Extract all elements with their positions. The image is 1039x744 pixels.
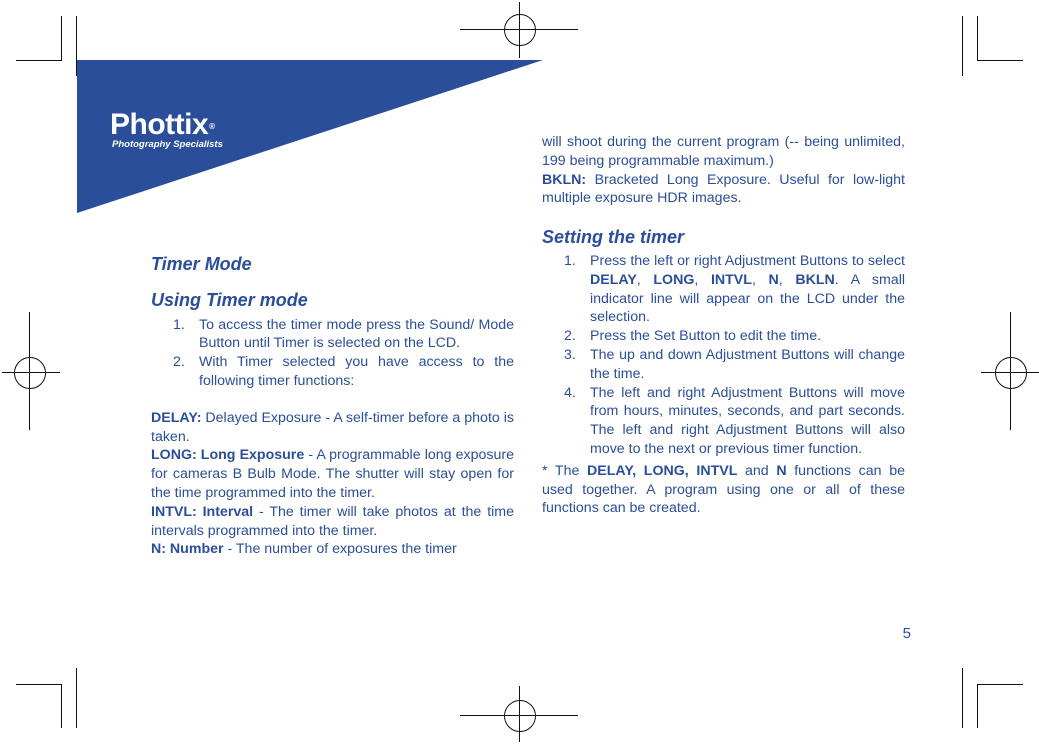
section-title: Timer Mode <box>151 254 252 274</box>
right-column <box>542 133 905 518</box>
registered-mark: ® <box>209 122 215 131</box>
page-number: 5 <box>902 625 911 642</box>
header-banner <box>0 0 560 220</box>
definition: LONG: Long Exposure - A programmable long exposure for cameras B Bulb Mode. The shutter will stay open for the time programmed into the timer. <box>151 447 514 501</box>
section-subtitle: Using Timer mode <box>151 289 308 310</box>
logo-text: Phottix <box>110 108 209 141</box>
definition: INTVL: Interval - The timer will take photos at the time intervals programmed into the timer. <box>151 503 515 539</box>
definition: BKLN: Bracketed Long Exposure. Useful for low-light multiple exposure HDR images. <box>542 171 905 207</box>
list-item: 4. The left and right Adjustment Buttons will move from hours, minutes, seconds, and part seconds. The left and right Adjustment Buttons will also move to the next or previous timer function. <box>564 384 905 457</box>
logo-tagline: Photography Specialists <box>112 139 223 150</box>
footnote: * The DELAY, LONG, INTVL and N functions can be used together. A program using one or all of these functions can be created. <box>542 462 905 517</box>
definition: DELAY: Delayed Exposure - A self-timer before a photo is taken. <box>151 409 514 445</box>
list-item: 1. To access the timer mode press the Sound/ Mode Button until Timer is selected on the LCD. <box>173 316 514 352</box>
definition: N: Number - The number of exposures the timer <box>151 541 457 558</box>
section-heading: Setting the timer <box>542 227 685 248</box>
timer-functions <box>151 409 514 559</box>
setting-steps-list <box>542 252 905 459</box>
brand-logo <box>110 110 223 150</box>
left-column <box>151 255 514 559</box>
list-item: 2. Press the Set Button to edit the time. <box>564 328 822 345</box>
timer-steps-list <box>151 316 514 391</box>
continued-text: will shoot during the current program (-- being unlimited, 199 being programmable maximum.) <box>542 134 905 169</box>
list-item: 1. Press the left or right Adjustment Buttons to select DELAY, LONG, INTVL, N, BKLN. A small indicator line will appear on the LCD under the selection. <box>564 252 906 326</box>
list-item: 2. With Timer selected you have access to the following timer functions: <box>173 354 514 389</box>
list-item: 3. The up and down Adjustment Buttons will change the time. <box>564 346 905 382</box>
